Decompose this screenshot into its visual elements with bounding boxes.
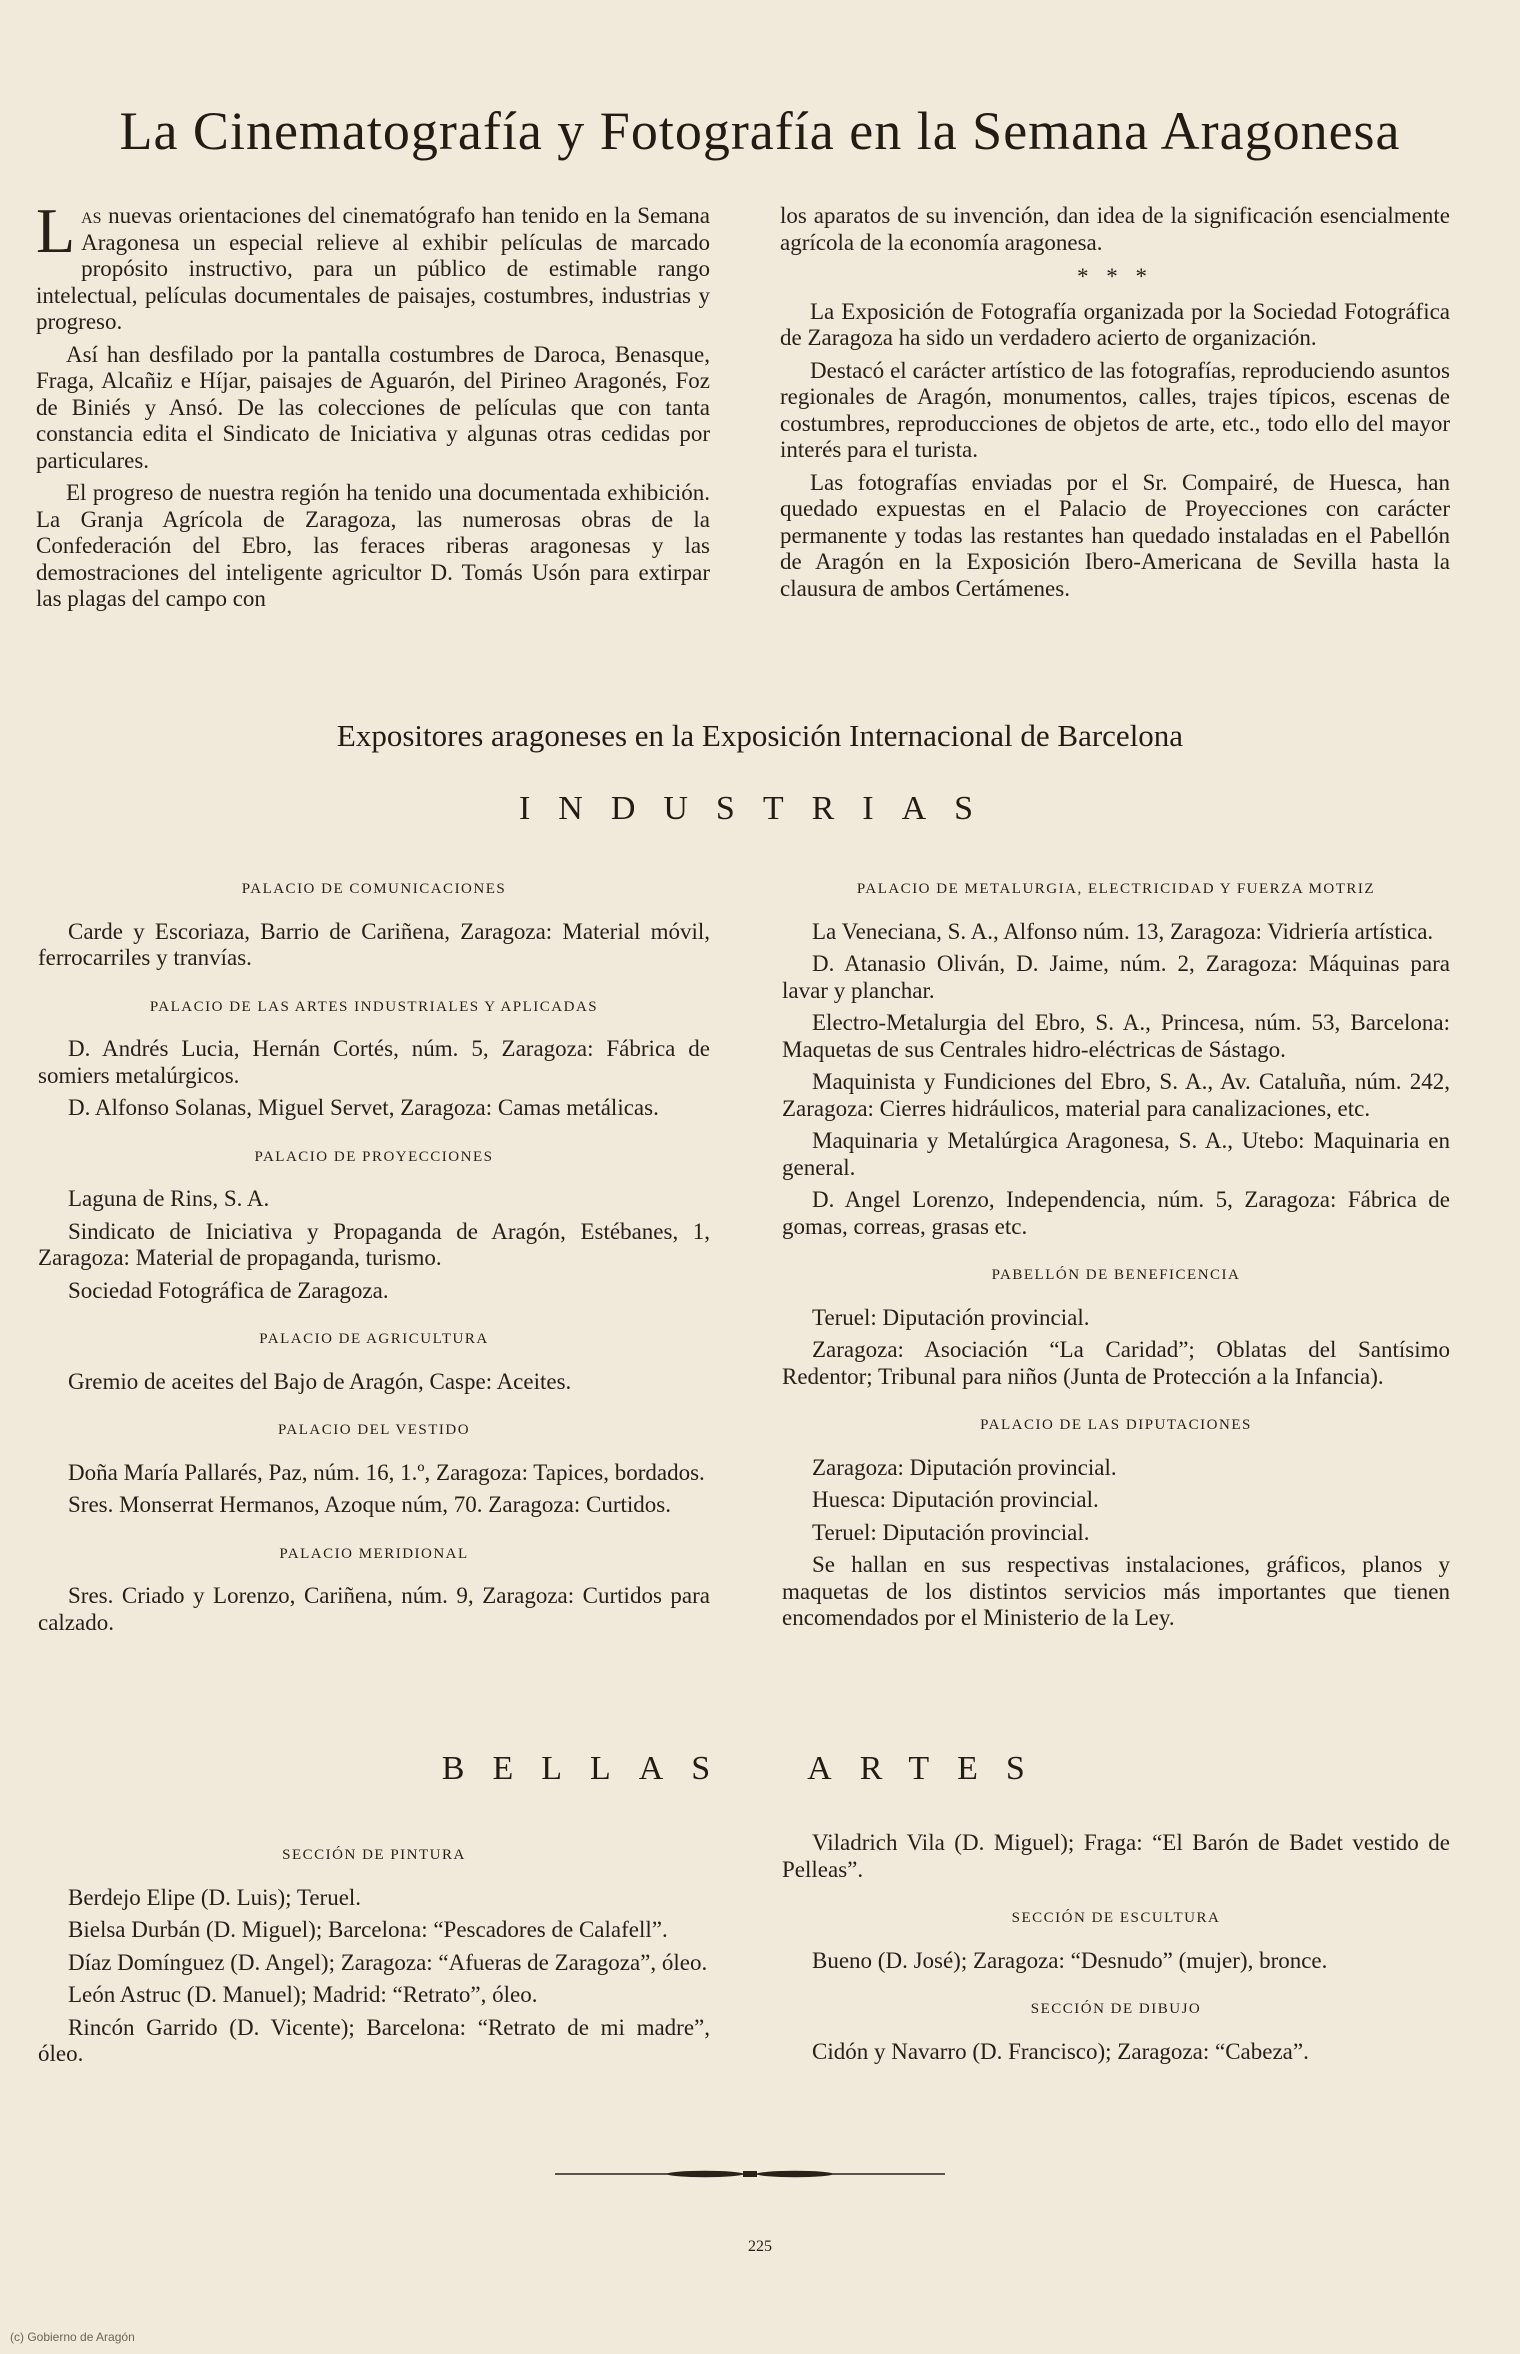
- list-item: Maquinaria y Metalúrgica Aragonesa, S. A., Utebo: Maquinaria en general.: [782, 1128, 1450, 1180]
- list-item: Sres. Criado y Lorenzo, Cariñena, núm. 9, Zaragoza: Curtidos para calzado.: [38, 1583, 710, 1635]
- bellas-artes-right-sections: [782, 1905, 1450, 2065]
- list-item: D. Andrés Lucia, Hernán Cortés, núm. 5, Zaragoza: Fábrica de somiers metalúrgicos.: [38, 1036, 710, 1088]
- page-number: 225: [748, 2238, 772, 2255]
- list-item: D. Angel Lorenzo, Independencia, núm. 5, Zaragoza: Fábrica de gomas, correas, grasas etc.: [782, 1187, 1450, 1239]
- section-heading: SECCIÓN DE ESCULTURA: [1011, 1910, 1221, 1926]
- section-heading: PALACIO DE AGRICULTURA: [259, 1331, 489, 1347]
- section-heading: PABELLÓN DE BENEFICENCIA: [991, 1267, 1241, 1283]
- section-heading: PALACIO MERIDIONAL: [279, 1545, 469, 1562]
- list-item: Teruel: Diputación provincial.: [812, 1519, 1090, 1545]
- list-item: Sindicato de Iniciativa y Propaganda de Aragón, Estébanes, 1, Zaragoza: Material de propaganda, turismo.: [38, 1218, 710, 1270]
- industrias-left-column: [38, 876, 710, 1636]
- list-item: Gremio de aceites del Bajo de Aragón, Caspe: Aceites.: [68, 1368, 572, 1394]
- paragraph-text: nuevas orientaciones del cinematógrafo han tenido en la Semana Aragonesa un especial relieve al exhibir películas de marcado propósito instructivo, para un público de estimable rango intelectual, películas documentales de paisajes, costumbres, industrias y progreso.: [36, 203, 710, 334]
- list-item: Teruel: Diputación provincial.: [812, 1304, 1090, 1330]
- list-item: Electro-Metalurgia del Ebro, S. A., Princesa, núm. 53, Barcelona: Maquetas de sus Centrales hidro-eléctricas de Sástago.: [782, 1010, 1450, 1062]
- list-item: Carde y Escoriaza, Barrio de Cariñena, Zaragoza: Material móvil, ferrocarriles y tranvías.: [38, 918, 710, 970]
- list-item: Díaz Domínguez (D. Angel); Zaragoza: “Afueras de Zaragoza”, óleo.: [68, 1949, 708, 1975]
- article-paragraph-4: los aparatos de su invención, dan idea de la significación esencialmente agrícola de la economía aragonesa.: [780, 203, 1450, 255]
- section-heading: PALACIO DEL VESTIDO: [277, 1422, 471, 1438]
- list-item: Maquinista y Fundiciones del Ebro, S. A., Av. Cataluña, núm. 242, Zaragoza: Cierres hidráulicos, material para canalizaciones, etc.: [782, 1069, 1450, 1121]
- article-paragraph-7: Las fotografías enviadas por el Sr. Compairé, de Huesca, han quedado expuestas en el Palacio de Proyecciones con carácter permanente y todas las restantes han quedado instaladas en el Pabellón de Aragón en la Exposición Ibero-Americana de Sevilla hasta la clausura de ambos Certámenes.: [780, 469, 1450, 601]
- list-item: León Astruc (D. Manuel); Madrid: “Retrato”, óleo.: [68, 1982, 538, 2007]
- exhibitors-heading: Expositores aragoneses en la Exposición Internacional de Barcelona: [336, 718, 1184, 753]
- list-item: Berdejo Elipe (D. Luis); Teruel.: [68, 1884, 362, 1910]
- article-paragraph-3: El progreso de nuestra región ha tenido una documentada exhibición. La Granja Agrícola de Zaragoza, las numerosas obras de la Confederación del Ebro, las feraces riberas aragonesas y las demostraciones del inteligente agricultor D. Tomás Usón para extirpar las plagas del campo con: [36, 480, 710, 611]
- list-item: Viladrich Vila (D. Miguel); Fraga: “El Barón de Badet vestido de Pelleas”.: [782, 1830, 1450, 1882]
- ornamental-divider: [555, 2167, 945, 2181]
- list-item: Sres. Monserrat Hermanos, Azoque núm, 70. Zaragoza: Curtidos.: [68, 1492, 671, 1517]
- section-heading: SECCIÓN DE PINTURA: [282, 1847, 466, 1863]
- list-item: Huesca: Diputación provincial.: [812, 1487, 1099, 1512]
- article-left-column: [36, 195, 710, 613]
- list-item: D. Alfonso Solanas, Miguel Servet, Zaragoza: Camas metálicas.: [68, 1095, 659, 1120]
- industrias-title: INDUSTRIAS: [518, 790, 1002, 827]
- bellas-artes-left-column: [38, 1842, 710, 2068]
- industrias-right-column: [782, 876, 1450, 1632]
- bellas-title: BELLAS: [441, 1750, 739, 1787]
- article-paragraph-6: Destacó el carácter artístico de las fotografías, reproduciendo asuntos regionales de Aragón, monumentos, calles, trajes típicos, escenas de costumbres, reproducciones de objetos de arte, etc., todo ello del mayor interés para el turista.: [780, 357, 1450, 462]
- section-heading: PALACIO DE PROYECCIONES: [254, 1148, 494, 1165]
- list-item: Se hallan en sus respectivas instalaciones, gráficos, planos y maquetas de los distintos servicios más importantes que tienen encomendados por el Ministerio de la Ley.: [782, 1552, 1450, 1630]
- artes-title: ARTES: [807, 1750, 1053, 1787]
- list-item: Laguna de Rins, S. A.: [68, 1186, 270, 1211]
- copyright-watermark: (c) Gobierno de Aragón: [10, 2330, 135, 2344]
- list-item: Zaragoza: Diputación provincial.: [812, 1454, 1117, 1480]
- list-item: Sociedad Fotográfica de Zaragoza.: [68, 1277, 389, 1303]
- section-heading: PALACIO DE METALURGIA, ELECTRICIDAD Y FUERZA MOTRIZ: [856, 881, 1376, 897]
- section-heading: SECCIÓN DE DIBUJO: [1030, 2001, 1202, 2017]
- list-item: D. Atanasio Oliván, D. Jaime, núm. 2, Zaragoza: Máquinas para lavar y planchar.: [782, 951, 1450, 1003]
- list-item: Bielsa Durbán (D. Miguel); Barcelona: “Pescadores de Calafell”.: [68, 1917, 668, 1942]
- article-paragraph-1: [36, 195, 710, 336]
- list-item: La Veneciana, S. A., Alfonso núm. 13, Zaragoza: Vidriería artística.: [812, 918, 1434, 944]
- drop-cap: L: [36, 195, 76, 266]
- article-title: La Cinematografía y Fotografía en la Semana Aragonesa: [119, 101, 1401, 161]
- first-word-rest: as: [81, 203, 102, 228]
- section-heading: PALACIO DE LAS ARTES INDUSTRIALES Y APLICADAS: [149, 998, 599, 1015]
- list-item: Zaragoza: Asociación “La Caridad”; Oblatas del Santísimo Redentor; Tribunal para niños (Junta de Protección a la Infancia).: [782, 1337, 1450, 1389]
- section-heading: PALACIO DE COMUNICACIONES: [241, 881, 507, 897]
- article-paragraph-5: La Exposición de Fotografía organizada por la Sociedad Fotográfica de Zaragoza ha sido un verdadero acierto de organización.: [780, 298, 1450, 350]
- list-item: Rincón Garrido (D. Vicente); Barcelona: “Retrato de mi madre”, óleo.: [38, 2014, 710, 2066]
- bellas-artes-right-column: [782, 1830, 1450, 2065]
- list-item: Bueno (D. José); Zaragoza: “Desnudo” (mujer), bronce.: [812, 1947, 1328, 1973]
- section-heading: PALACIO DE LAS DIPUTACIONES: [980, 1417, 1252, 1433]
- section-separator: * * *: [1077, 264, 1153, 289]
- list-item: Cidón y Navarro (D. Francisco); Zaragoza: “Cabeza”.: [812, 2038, 1309, 2064]
- list-item: Doña María Pallarés, Paz, núm. 16, 1.º, Zaragoza: Tapices, bordados.: [68, 1459, 705, 1485]
- article-paragraph-2: Así han desfilado por la pantalla costumbres de Daroca, Benasque, Fraga, Alcañiz e Híjar, paisajes de Aguarón, del Pirineo Aragonés, Foz de Biniés y Ansó. De las colecciones de películas que con tanta constancia edita el Sindicato de Iniciativa y algunas otras cedidas por particulares.: [36, 341, 710, 473]
- article-right-column: [780, 203, 1450, 602]
